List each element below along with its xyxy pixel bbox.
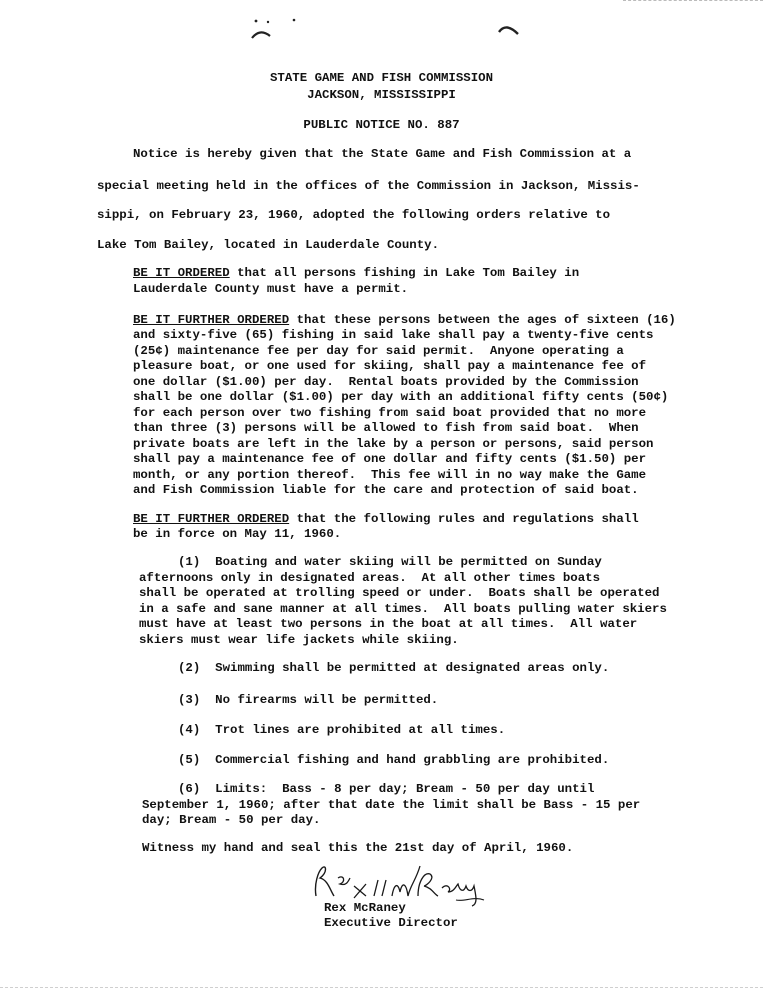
order-text: that all persons fishing in Lake Tom Bailey in	[229, 266, 580, 280]
order-line: and Fish Commission liable for the care and protection of said boat.	[133, 483, 639, 497]
intro-line: Notice is hereby given that the State Game and Fish Commission at a	[133, 147, 632, 161]
rule-line: September 1, 1960; after that date the limit shall be Bass - 15 per	[142, 798, 641, 812]
order-line: for each person over two fishing from said boat provided that no more	[133, 406, 647, 420]
agency-title: STATE GAME AND FISH COMMISSION	[269, 71, 494, 85]
scan-edge-top	[623, 0, 763, 1]
signatory-title: Executive Director	[324, 916, 458, 930]
order-2-first-line	[133, 312, 676, 328]
order-line: and sixty-five (65) fishing in said lake shall pay a twenty-five cents	[133, 328, 654, 342]
intro-line: Lake Tom Bailey, located in Lauderdale County.	[97, 238, 440, 252]
order-line: month, or any portion thereof. This fee will in no way make the Game	[133, 468, 647, 482]
order-line: one dollar ($1.00) per day. Rental boats provided by the Commission	[133, 375, 639, 389]
intro-line: special meeting held in the offices of the Commission in Jackson, Missis-	[97, 179, 640, 193]
agency-location: JACKSON, MISSISSIPPI	[307, 88, 456, 102]
order-1-first-line	[133, 265, 579, 281]
rule-line: (1) Boating and water skiing will be permitted on Sunday	[178, 555, 602, 569]
signatory-name: Rex McRaney	[324, 901, 406, 915]
order-heading: BE IT ORDERED	[133, 266, 230, 280]
order-3-first-line	[133, 511, 639, 527]
order-line: pleasure boat, or one used for skiing, shall pay a maintenance fee of	[133, 359, 647, 373]
rule-item: (5) Commercial fishing and hand grabbling are prohibited.	[178, 753, 610, 767]
rule-line: must have at least two persons in the boat at all times. All water	[139, 617, 638, 631]
rule-item: (4) Trot lines are prohibited at all times.	[178, 723, 506, 737]
rule-line: afternoons only in designated areas. At all other times boats	[139, 571, 601, 585]
order-line: shall pay a maintenance fee of one dollar and fifty cents ($1.50) per	[133, 452, 647, 466]
witness-statement: Witness my hand and seal this the 21st day of April, 1960.	[142, 841, 574, 855]
notice-title: PUBLIC NOTICE NO. 887	[303, 118, 460, 132]
order-heading: BE IT FURTHER ORDERED	[133, 313, 290, 327]
order-text: that the following rules and regulations shall	[289, 512, 639, 526]
rule-line: skiers must wear life jackets while skiing.	[139, 633, 459, 647]
order-line: Lauderdale County must have a permit.	[133, 282, 409, 296]
rule-item: (2) Swimming shall be permitted at designated areas only.	[178, 661, 610, 675]
intro-line: sippi, on February 23, 1960, adopted the following orders relative to	[97, 208, 611, 222]
scan-mark	[246, 16, 306, 46]
rule-line: (6) Limits: Bass - 8 per day; Bream - 50 per day until	[178, 782, 595, 796]
order-line: private boats are left in the lake by a person or persons, said person	[133, 437, 654, 451]
scan-edge-bottom	[0, 987, 763, 988]
order-line: (25¢) maintenance fee per day for said permit. Anyone operating a	[133, 344, 624, 358]
order-line: than three (3) persons will be allowed to fish from said boat. When	[133, 421, 639, 435]
order-line: be in force on May 11, 1960.	[133, 527, 342, 541]
order-heading: BE IT FURTHER ORDERED	[133, 512, 290, 526]
rule-item: (3) No firearms will be permitted.	[178, 693, 439, 707]
rule-line: in a safe and sane manner at all times. All boats pulling water skiers	[139, 602, 667, 616]
order-text: that these persons between the ages of sixteen (16)	[289, 313, 676, 327]
scan-mark	[496, 20, 522, 40]
rule-line: day; Bream - 50 per day.	[142, 813, 321, 827]
order-line: shall be one dollar ($1.00) per day with an additional fifty cents (50¢)	[133, 390, 669, 404]
rule-line: shall be operated at trolling speed or under. Boats shall be operated	[139, 586, 660, 600]
